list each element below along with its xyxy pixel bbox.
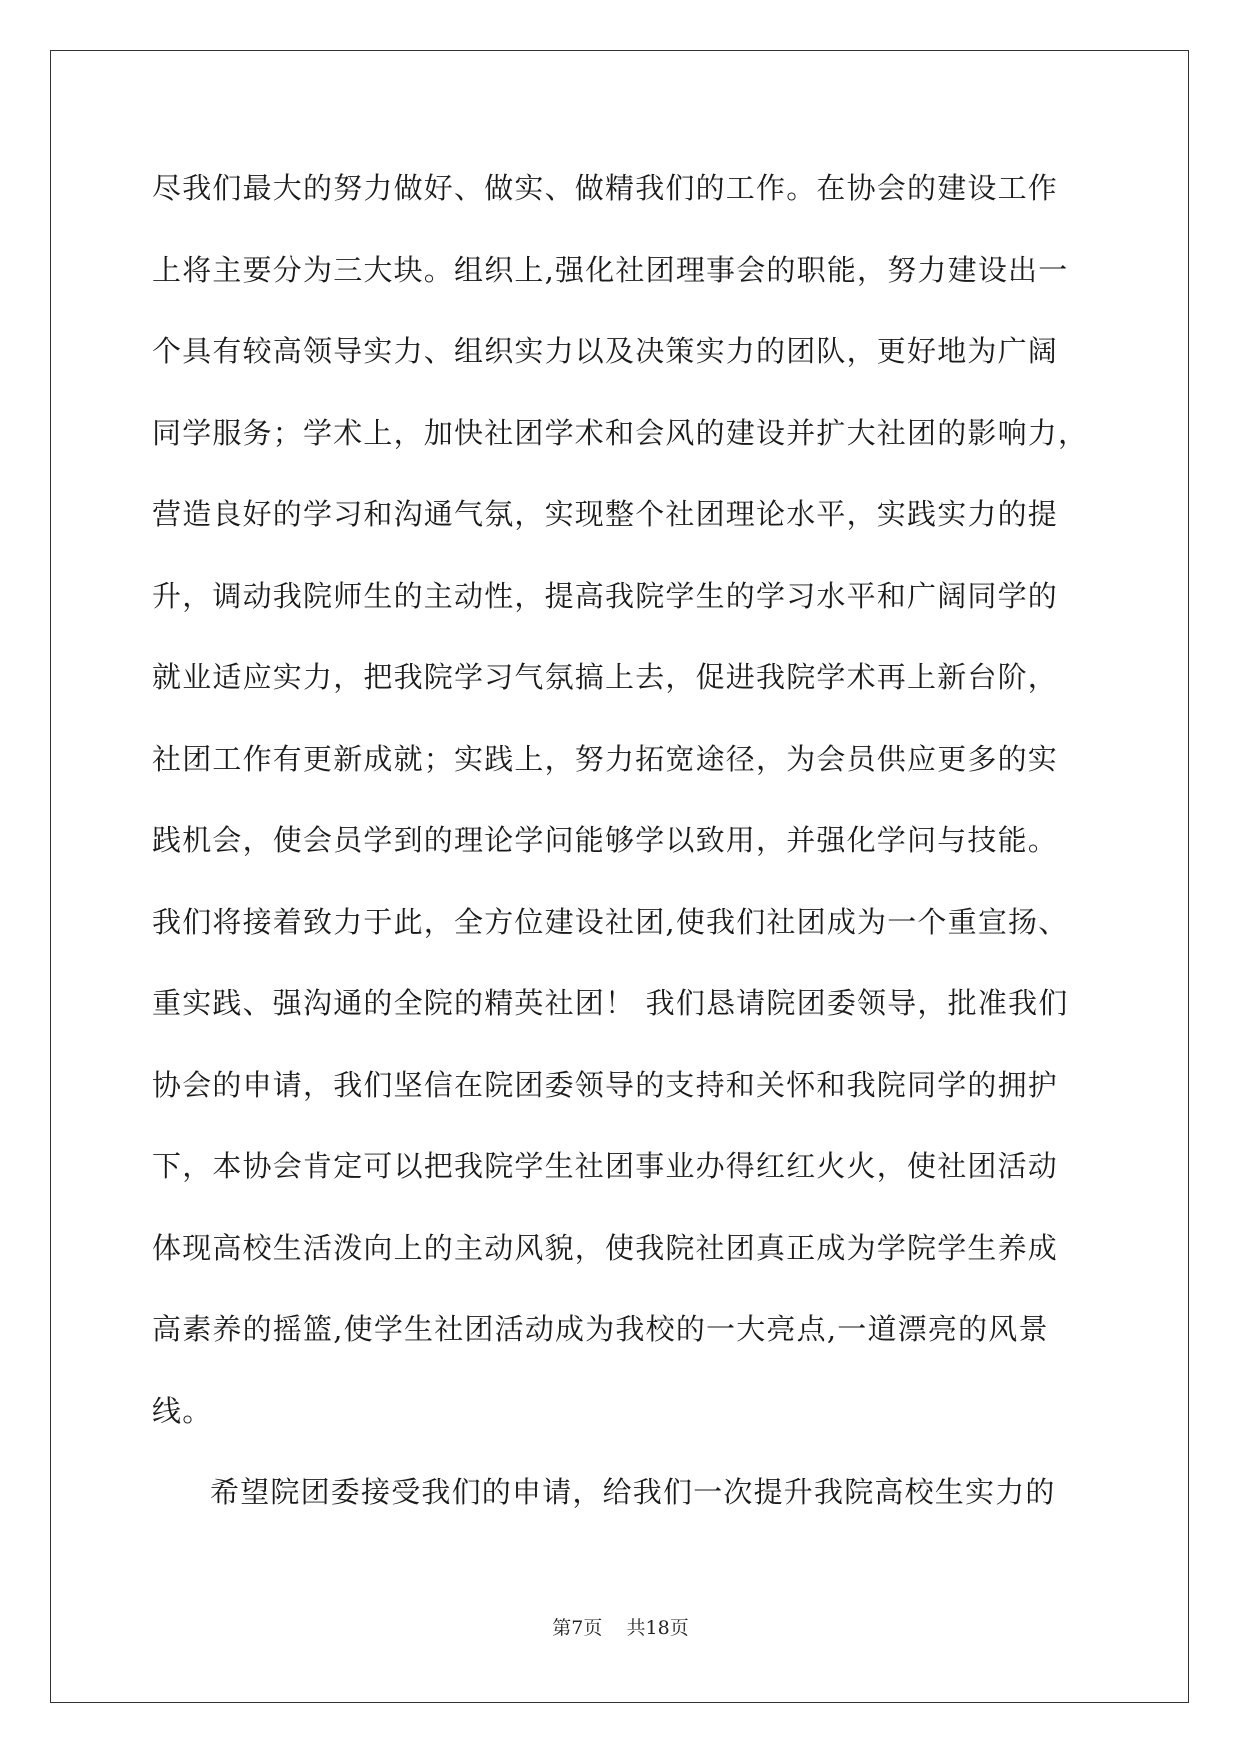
text-line: 线。: [152, 1393, 213, 1428]
text-line: 协会的申请，我们坚信在院团委领导的支持和关怀和我院同学的拥护: [152, 1067, 1059, 1102]
page-number: 第7页 共18页: [552, 1617, 689, 1639]
text-line: 高素养的摇篮,使学生社团活动成为我校的一大亮点,一道漂亮的风景: [152, 1312, 1049, 1346]
text-line: 重实践、强沟通的全院的精英社团！ 我们恳请院团委领导，批准我们: [152, 986, 1069, 1020]
text-line: 尽我们最大的努力做好、做实、做精我们的工作。在协会的建设工作: [152, 171, 1059, 205]
text-line: 升，调动我院师生的主动性，提高我院学生的学习水平和广阔同学的: [152, 578, 1059, 613]
text-line: 营造良好的学习和沟通气氛，实现整个社团理论水平，实践实力的提: [152, 497, 1059, 531]
text-line: 个具有较高领导实力、组织实力以及决策实力的团队，更好地为广阔: [152, 334, 1059, 368]
text-line: 下，本协会肯定可以把我院学生社团事业办得红红火火，使社团活动: [152, 1149, 1059, 1183]
text-line: 上将主要分为三大块。组织上,强化社团理事会的职能，努力建设出一: [152, 252, 1069, 287]
text-line: 同学服务；学术上，加快社团学术和会风的建设并扩大社团的影响力，: [152, 415, 1089, 450]
text-line: 就业适应实力，把我院学习气氛搞上去，促进我院学术再上新台阶，: [152, 660, 1059, 694]
text-line: 体现高校生活泼向上的主动风貌，使我院社团真正成为学院学生养成: [152, 1230, 1059, 1265]
paragraph-first-line: 希望院团委接受我们的申请，给我们一次提升我院高校生实力的: [210, 1475, 1056, 1509]
text-line: 践机会，使会员学到的理论学问能够学以致用，并强化学问与技能。: [152, 823, 1059, 857]
document-body: [152, 160, 1092, 1546]
text-line: 我们将接着致力于此，全方位建设社团,使我们社团成为一个重宣扬、: [152, 904, 1069, 939]
text-line: 社团工作有更新成就；实践上，努力拓宽途径，为会员供应更多的实: [152, 741, 1059, 776]
